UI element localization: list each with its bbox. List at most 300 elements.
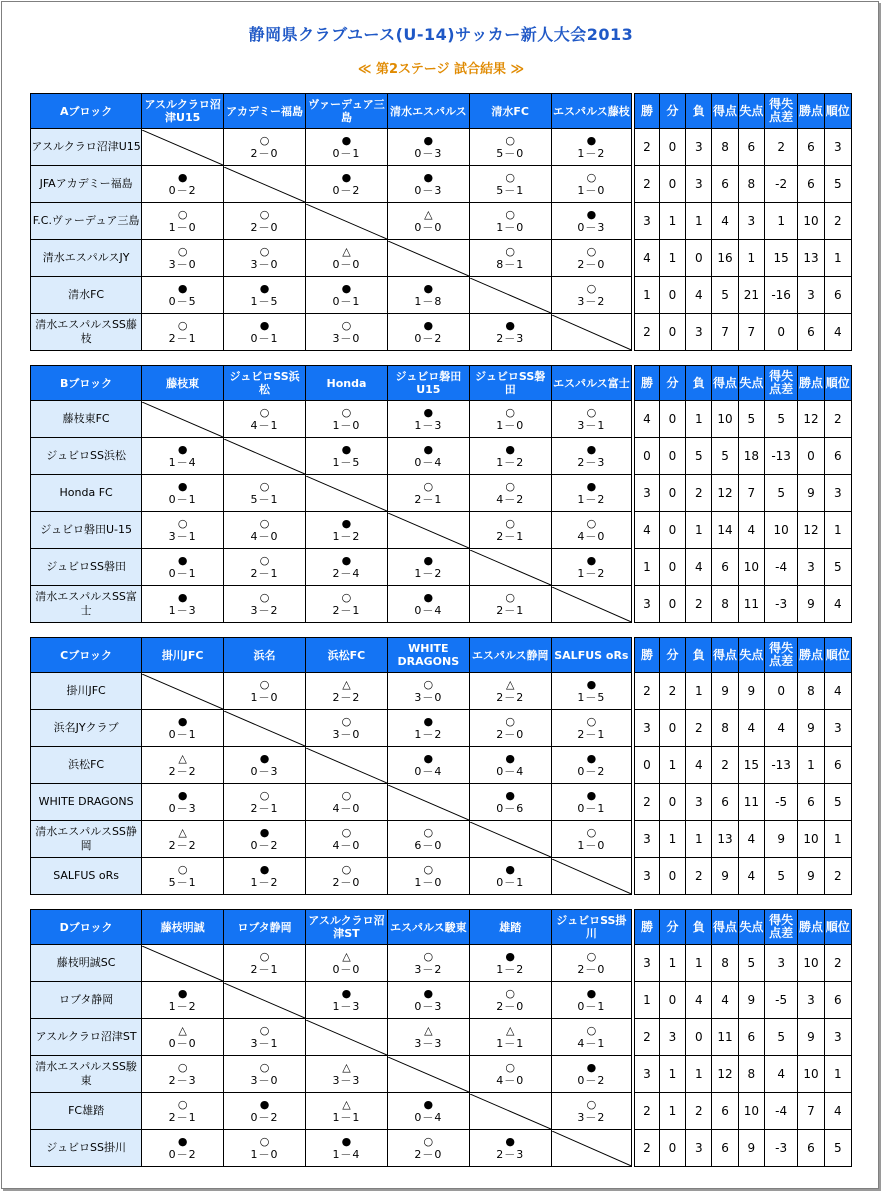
stat-value: 6 xyxy=(738,1019,764,1056)
self-match-cell xyxy=(224,438,306,475)
diagonal-line xyxy=(306,1020,387,1055)
diagonal-line xyxy=(306,476,387,511)
match-result-cell xyxy=(551,129,633,166)
row-team-name: 清水エスパルスSS静岡 xyxy=(31,821,142,858)
stat-value: 0 xyxy=(659,166,685,203)
match-result-cell xyxy=(224,203,306,240)
stat-value: 0 xyxy=(659,277,685,314)
match-score: 2－3 xyxy=(496,1148,525,1161)
match-score: 2－0 xyxy=(414,1148,443,1161)
stat-value: 2 xyxy=(633,673,659,710)
match-score: 0－3 xyxy=(577,221,606,234)
column-header-stat: 得失点差 xyxy=(764,366,797,401)
self-match-cell xyxy=(224,166,306,203)
result-symbol: ● xyxy=(341,443,352,456)
team-row xyxy=(31,277,852,314)
stat-value: 9 xyxy=(798,858,824,895)
result-symbol: ○ xyxy=(586,245,597,258)
match-result-cell xyxy=(224,277,306,314)
diagonal-line xyxy=(224,439,305,474)
stat-value: 1 xyxy=(659,203,685,240)
match-score: 1－3 xyxy=(332,1000,361,1013)
match-score: 1－0 xyxy=(332,419,361,432)
diagonal-line xyxy=(552,587,631,622)
row-team-name: Honda FC xyxy=(31,475,142,512)
result-symbol: ○ xyxy=(177,517,188,530)
stat-value: 10 xyxy=(738,549,764,586)
match-score: 8－1 xyxy=(496,258,525,271)
stat-value: 3 xyxy=(686,129,712,166)
stat-value: 6 xyxy=(712,784,738,821)
result-symbol: ● xyxy=(259,319,270,332)
result-symbol: ● xyxy=(177,443,188,456)
result-symbol: ● xyxy=(177,715,188,728)
self-match-cell xyxy=(306,475,388,512)
result-symbol: ● xyxy=(423,282,434,295)
match-result-cell xyxy=(142,475,224,512)
self-match-cell xyxy=(469,821,551,858)
row-team-name: 清水エスパルスSS富士 xyxy=(31,586,142,623)
match-score: 0－1 xyxy=(496,876,525,889)
team-row xyxy=(31,1019,852,1056)
stat-value: 0 xyxy=(659,1130,685,1167)
stat-value: 8 xyxy=(712,586,738,623)
stat-value: 4 xyxy=(633,512,659,549)
match-result-cell xyxy=(306,673,388,710)
match-score: 0－3 xyxy=(250,765,279,778)
match-result-cell xyxy=(142,858,224,895)
column-header-team: Honda xyxy=(306,366,388,401)
diagonal-line xyxy=(470,822,551,857)
match-score: 4－0 xyxy=(250,530,279,543)
stat-value: 4 xyxy=(738,821,764,858)
match-result-cell xyxy=(387,166,469,203)
stat-value: 1 xyxy=(686,203,712,240)
stat-value: 2 xyxy=(824,858,851,895)
team-row xyxy=(31,586,852,623)
stat-value: 0 xyxy=(686,240,712,277)
stat-value: 1 xyxy=(738,240,764,277)
stat-value: -4 xyxy=(764,1093,797,1130)
match-result-cell xyxy=(551,821,633,858)
stat-value: 2 xyxy=(686,1093,712,1130)
match-score: 1－1 xyxy=(332,1111,361,1124)
stat-value: -5 xyxy=(764,982,797,1019)
match-score: 0－1 xyxy=(332,147,361,160)
match-result-cell xyxy=(224,549,306,586)
match-score: 2－1 xyxy=(168,332,197,345)
stat-value: 8 xyxy=(798,673,824,710)
stat-value: 14 xyxy=(712,512,738,549)
match-result-cell xyxy=(469,240,551,277)
result-symbol: ○ xyxy=(341,826,352,839)
stat-value: 10 xyxy=(798,821,824,858)
stat-value: 5 xyxy=(824,784,851,821)
result-symbol: ● xyxy=(423,406,434,419)
stat-value: 0 xyxy=(659,512,685,549)
match-result-cell xyxy=(387,401,469,438)
match-score: 0－1 xyxy=(577,802,606,815)
stat-value: 5 xyxy=(738,945,764,982)
result-symbol: ○ xyxy=(505,715,516,728)
stat-value: 1 xyxy=(659,240,685,277)
match-result-cell xyxy=(224,1130,306,1167)
stat-value: 2 xyxy=(686,586,712,623)
result-symbol: ● xyxy=(259,752,270,765)
column-header-stat: 得点 xyxy=(712,94,738,129)
match-score: 0－3 xyxy=(414,1000,443,1013)
team-row xyxy=(31,438,852,475)
row-team-name: 清水エスパルスJY xyxy=(31,240,142,277)
match-result-cell xyxy=(387,475,469,512)
match-score: 1－0 xyxy=(577,839,606,852)
result-symbol: ○ xyxy=(586,715,597,728)
stat-value: 6 xyxy=(824,277,851,314)
match-result-cell xyxy=(142,166,224,203)
column-header-stat: 得失点差 xyxy=(764,94,797,129)
diagonal-line xyxy=(306,204,387,239)
stat-value: 2 xyxy=(633,1019,659,1056)
result-symbol: ○ xyxy=(259,591,270,604)
stat-value: 0 xyxy=(659,314,685,351)
match-result-cell xyxy=(224,1019,306,1056)
stat-value: 2 xyxy=(824,945,851,982)
stat-value: 3 xyxy=(633,203,659,240)
result-symbol: ○ xyxy=(341,863,352,876)
column-header-stat: 分 xyxy=(659,638,685,673)
column-header-team: エスパルス富士 xyxy=(551,366,633,401)
match-result-cell xyxy=(142,549,224,586)
result-symbol: △ xyxy=(342,1098,351,1111)
stat-value: 1 xyxy=(686,821,712,858)
team-row xyxy=(31,982,852,1019)
stat-value: 3 xyxy=(633,858,659,895)
match-result-cell xyxy=(469,982,551,1019)
match-score: 0－3 xyxy=(414,184,443,197)
match-score: 5－1 xyxy=(250,493,279,506)
match-result-cell xyxy=(387,821,469,858)
stat-value: 3 xyxy=(686,166,712,203)
row-team-name: ジュビロSS浜松 xyxy=(31,438,142,475)
result-symbol: ● xyxy=(177,591,188,604)
column-header-stat: 得点 xyxy=(712,366,738,401)
row-team-name: ジュビロSS掛川 xyxy=(31,1130,142,1167)
stat-value: 1 xyxy=(659,747,685,784)
result-symbol: ● xyxy=(177,1135,188,1148)
result-symbol: ● xyxy=(586,1061,597,1074)
stat-value: 8 xyxy=(738,1056,764,1093)
stat-value: -4 xyxy=(764,549,797,586)
result-symbol: △ xyxy=(505,678,515,691)
match-result-cell xyxy=(224,401,306,438)
team-row xyxy=(31,1130,852,1167)
result-symbol: ○ xyxy=(505,406,516,419)
stat-value: 11 xyxy=(738,784,764,821)
match-score: 1－0 xyxy=(496,221,525,234)
result-symbol: ○ xyxy=(259,678,270,691)
stat-value: 2 xyxy=(633,1130,659,1167)
result-symbol: ● xyxy=(586,678,597,691)
diagonal-line xyxy=(388,1057,469,1092)
match-result-cell xyxy=(469,401,551,438)
stat-value: 2 xyxy=(633,166,659,203)
match-score: 1－2 xyxy=(577,493,606,506)
match-score: 1－0 xyxy=(250,1148,279,1161)
match-score: 0－1 xyxy=(168,567,197,580)
team-row xyxy=(31,475,852,512)
stat-value: -3 xyxy=(764,586,797,623)
stat-value: 6 xyxy=(712,166,738,203)
match-score: 4－1 xyxy=(250,419,279,432)
result-symbol: ○ xyxy=(586,1024,597,1037)
match-score: 0－4 xyxy=(414,604,443,617)
column-header-team: 藤枝東 xyxy=(142,366,224,401)
match-result-cell xyxy=(224,314,306,351)
match-result-cell xyxy=(551,1093,633,1130)
match-result-cell xyxy=(551,945,633,982)
match-score: 1－5 xyxy=(332,456,361,469)
stat-value: 4 xyxy=(764,710,797,747)
self-match-cell xyxy=(469,1093,551,1130)
match-score: 2－1 xyxy=(414,493,443,506)
match-result-cell xyxy=(551,401,633,438)
team-row xyxy=(31,710,852,747)
stat-value: 6 xyxy=(824,747,851,784)
stat-value: 1 xyxy=(686,673,712,710)
match-result-cell xyxy=(387,277,469,314)
result-symbol: ● xyxy=(423,591,434,604)
team-row xyxy=(31,945,852,982)
match-score: 4－0 xyxy=(332,839,361,852)
result-symbol: ○ xyxy=(423,1135,434,1148)
team-row xyxy=(31,549,852,586)
stat-value: 3 xyxy=(686,1130,712,1167)
match-result-cell xyxy=(224,586,306,623)
stat-value: 0 xyxy=(764,673,797,710)
stat-value: 2 xyxy=(633,784,659,821)
stat-value: 1 xyxy=(764,203,797,240)
match-result-cell xyxy=(551,438,633,475)
block-table xyxy=(30,93,852,351)
match-score: 0－4 xyxy=(414,765,443,778)
result-symbol: ○ xyxy=(586,950,597,963)
page-subtitle: ≪ 第2ステージ 試合結果 ≫ xyxy=(357,62,525,77)
result-symbol: ○ xyxy=(177,863,188,876)
column-header-stat: 負 xyxy=(686,94,712,129)
match-score: 3－2 xyxy=(414,963,443,976)
result-symbol: ○ xyxy=(259,208,270,221)
self-match-cell xyxy=(551,586,633,623)
result-symbol: ● xyxy=(423,987,434,1000)
result-symbol: ○ xyxy=(259,950,270,963)
column-header-stat: 負 xyxy=(686,638,712,673)
diagonal-line xyxy=(306,748,387,783)
result-symbol: ○ xyxy=(423,826,434,839)
stat-value: 12 xyxy=(712,1056,738,1093)
diagonal-line xyxy=(388,513,469,548)
match-result-cell xyxy=(306,1093,388,1130)
row-team-name: 浜名JYクラブ xyxy=(31,710,142,747)
column-header-team: ジュビロSS磐田 xyxy=(469,366,551,401)
team-row xyxy=(31,240,852,277)
result-symbol: ● xyxy=(177,480,188,493)
result-symbol: ● xyxy=(505,1135,516,1148)
stat-value: 11 xyxy=(738,586,764,623)
diagonal-line xyxy=(142,402,223,437)
team-row xyxy=(31,747,852,784)
match-score: 0－2 xyxy=(250,1111,279,1124)
stat-value: 10 xyxy=(798,1056,824,1093)
row-team-name: アスルクラロ沼津ST xyxy=(31,1019,142,1056)
result-symbol: ○ xyxy=(177,1098,188,1111)
stat-value: 15 xyxy=(764,240,797,277)
match-score: 2－4 xyxy=(332,567,361,580)
result-symbol: ● xyxy=(341,134,352,147)
row-team-name: 藤枝明誠SC xyxy=(31,945,142,982)
stat-value: 3 xyxy=(633,710,659,747)
team-row xyxy=(31,129,852,166)
match-result-cell xyxy=(387,129,469,166)
stat-value: 0 xyxy=(659,710,685,747)
column-header-stat: 失点 xyxy=(738,910,764,945)
match-result-cell xyxy=(387,1093,469,1130)
stat-value: 12 xyxy=(712,475,738,512)
result-symbol: ○ xyxy=(505,591,516,604)
match-score: 2－2 xyxy=(168,765,197,778)
column-header-stat: 得点 xyxy=(712,638,738,673)
result-symbol: ● xyxy=(423,554,434,567)
match-result-cell xyxy=(224,1093,306,1130)
match-score: 1－0 xyxy=(577,184,606,197)
result-symbol: ○ xyxy=(505,517,516,530)
match-score: 0－4 xyxy=(414,1111,443,1124)
stat-value: 3 xyxy=(686,784,712,821)
stat-value: 5 xyxy=(824,166,851,203)
match-result-cell xyxy=(469,314,551,351)
match-result-cell xyxy=(469,747,551,784)
stat-value: -3 xyxy=(764,1130,797,1167)
result-symbol: ● xyxy=(586,987,597,1000)
result-symbol: ○ xyxy=(341,789,352,802)
column-header-stat: 順位 xyxy=(824,94,851,129)
match-score: 1－8 xyxy=(414,295,443,308)
match-score: 0－3 xyxy=(414,147,443,160)
match-result-cell xyxy=(142,240,224,277)
stat-value: 10 xyxy=(798,203,824,240)
result-symbol: △ xyxy=(505,1024,515,1037)
stat-value: 6 xyxy=(712,1093,738,1130)
result-symbol: ● xyxy=(341,282,352,295)
stat-value: 6 xyxy=(824,982,851,1019)
stat-value: 6 xyxy=(712,1130,738,1167)
stat-value: 2 xyxy=(633,129,659,166)
match-result-cell xyxy=(551,747,633,784)
column-header-stat: 勝 xyxy=(633,638,659,673)
match-score: 0－2 xyxy=(332,184,361,197)
result-symbol: △ xyxy=(424,208,433,221)
match-result-cell xyxy=(224,945,306,982)
match-score: 5－0 xyxy=(496,147,525,160)
row-team-name: 掛川JFC xyxy=(31,673,142,710)
match-score: 2－0 xyxy=(577,258,606,271)
match-score: 1－4 xyxy=(168,456,197,469)
match-result-cell xyxy=(142,314,224,351)
self-match-cell xyxy=(224,710,306,747)
match-score: 1－2 xyxy=(577,147,606,160)
stat-value: 4 xyxy=(824,1093,851,1130)
column-header-team: 藤枝明誠 xyxy=(142,910,224,945)
result-symbol: ○ xyxy=(586,517,597,530)
match-score: 2－0 xyxy=(496,728,525,741)
stat-value: 6 xyxy=(798,129,824,166)
self-match-cell xyxy=(142,673,224,710)
stat-value: 4 xyxy=(738,858,764,895)
match-result-cell xyxy=(387,438,469,475)
block-label: Cブロック xyxy=(31,638,142,673)
stat-value: 4 xyxy=(712,203,738,240)
result-symbol: ○ xyxy=(423,863,434,876)
diagonal-line xyxy=(552,315,631,350)
result-symbol: ● xyxy=(586,208,597,221)
match-score: 0－1 xyxy=(577,1000,606,1013)
match-score: 3－1 xyxy=(577,419,606,432)
match-result-cell xyxy=(224,475,306,512)
match-result-cell xyxy=(142,512,224,549)
column-header-stat: 得失点差 xyxy=(764,638,797,673)
result-symbol: ● xyxy=(177,987,188,1000)
self-match-cell xyxy=(469,277,551,314)
result-symbol: ○ xyxy=(586,282,597,295)
stat-value: 5 xyxy=(686,438,712,475)
column-header-team: WHITE DRAGONS xyxy=(387,638,469,673)
match-score: 1－5 xyxy=(250,295,279,308)
block-label: Bブロック xyxy=(31,366,142,401)
result-symbol: ○ xyxy=(505,480,516,493)
result-symbol: △ xyxy=(342,245,351,258)
result-symbol: ○ xyxy=(177,245,188,258)
match-result-cell xyxy=(142,982,224,1019)
match-result-cell xyxy=(551,549,633,586)
match-result-cell xyxy=(142,586,224,623)
match-score: 2－1 xyxy=(496,530,525,543)
match-result-cell xyxy=(224,240,306,277)
column-header-stat: 分 xyxy=(659,910,685,945)
stat-value: 3 xyxy=(633,475,659,512)
match-result-cell xyxy=(306,438,388,475)
match-score: 0－3 xyxy=(168,802,197,815)
stat-value: 4 xyxy=(738,512,764,549)
stat-value: 6 xyxy=(798,1130,824,1167)
match-result-cell xyxy=(142,1019,224,1056)
self-match-cell xyxy=(387,784,469,821)
match-score: 1－0 xyxy=(168,221,197,234)
diagonal-line xyxy=(552,1131,631,1166)
column-header-stat: 順位 xyxy=(824,366,851,401)
self-match-cell xyxy=(551,314,633,351)
match-score: 3－0 xyxy=(250,258,279,271)
stat-value: 11 xyxy=(712,1019,738,1056)
stat-value: 4 xyxy=(764,1056,797,1093)
match-result-cell xyxy=(306,1130,388,1167)
stat-value: 5 xyxy=(824,1130,851,1167)
result-symbol: ● xyxy=(259,863,270,876)
diagonal-line xyxy=(388,241,469,276)
stat-value: 1 xyxy=(659,821,685,858)
result-symbol: ○ xyxy=(505,171,516,184)
diagonal-line xyxy=(388,785,469,820)
row-team-name: 藤枝東FC xyxy=(31,401,142,438)
match-result-cell xyxy=(306,401,388,438)
